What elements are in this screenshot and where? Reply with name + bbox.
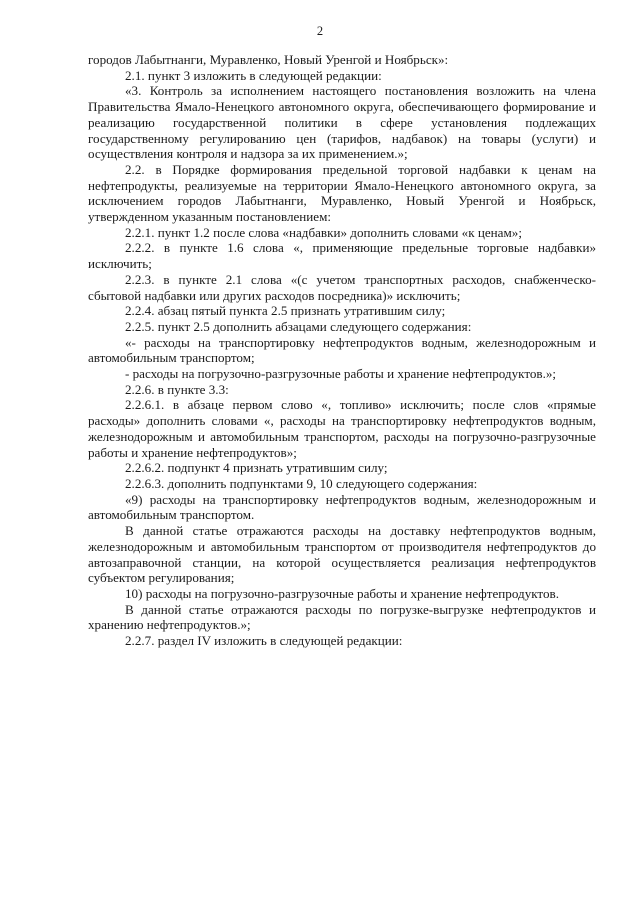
paragraph-cities-end: городов Лабытнанги, Муравленко, Новый Уренгой и Ноябрьск»: xyxy=(88,52,449,67)
paragraph-2-2-5: 2.2.5. пункт 2.5 дополнить абзацами следующего содержания: xyxy=(125,318,472,334)
page-number: 2 xyxy=(316,24,324,38)
paragraph-2-2-6-2: 2.2.6.2. подпункт 4 признать утратившим силу; xyxy=(125,460,388,476)
paragraph-2-2-1: 2.2.1. пункт 1.2 после слова «надбавки» дополнить словами «к ценам»; xyxy=(125,224,522,240)
paragraph-2-1: 2.1. пункт 3 изложить в следующей редакции: xyxy=(125,67,382,83)
paragraph-2-2-7: 2.2.7. раздел IV изложить в следующей редакции: xyxy=(125,633,403,649)
paragraph-2-2-4: 2.2.4. абзац пятый пункта 2.5 признать утратившим силу; xyxy=(125,303,446,319)
paragraph-quote-3: «3. Контроль за исполнением настоящего постановления возложить на члена Правительства Ямало-Ненецкого автономного округа, обеспечивающего формирование и реализацию государственной политики в сфере установления подлежащих государственному регулированию цен (тарифов, надбавок) на товары (услуги) и осуществления контроля и надзора за их применением.»; xyxy=(88,83,596,162)
paragraph-quote-9: «9) расходы на транспортировку нефтепродуктов водным, железнодорожным и автомобильным транспортом. xyxy=(88,491,596,523)
paragraph-2-2-3: 2.2.3. в пункте 2.1 слова «(с учетом транспортных расходов, снабженческо-сбытовой надбавки или других расходов посредника)» исключить; xyxy=(88,271,596,303)
paragraph-2-2-6: 2.2.6. в пункте 3.3: xyxy=(125,381,229,397)
paragraph-quote-9-desc: В данной статье отражаются расходы на доставку нефтепродуктов водным, железнодорожным и автомобильным транспортом от производителя нефтепродуктов до автозаправочной станции, на которой осуществляется реализация нефтепродуктов субъектом регулирования; xyxy=(88,523,596,586)
paragraph-2-2: 2.2. в Порядке формирования предельной торговой надбавки к ценам на нефтепродукты, реализуемые на территории Ямало-Ненецкого автономного округа, за исключением городов Лабытнанги, Муравленко, Новый Уренгой и Ноябрьск, утвержденном указанным постановлением: xyxy=(88,161,596,225)
paragraph-quote-water: «- расходы на транспортировку нефтепродуктов водным, железнодорожным и автомобильным транспортом; xyxy=(88,334,596,366)
paragraph-quote-loading: - расходы на погрузочно-разгрузочные работы и хранение нефтепродуктов.»; xyxy=(125,366,557,382)
paragraph-2-2-6-3: 2.2.6.3. дополнить подпунктами 9, 10 следующего содержания: xyxy=(125,475,478,491)
paragraph-quote-10: 10) расходы на погрузочно-разгрузочные работы и хранение нефтепродуктов. xyxy=(125,585,559,601)
paragraph-2-2-2: 2.2.2. в пункте 1.6 слова «, применяющие предельные торговые надбавки» исключить; xyxy=(88,240,596,272)
document-body xyxy=(88,52,596,649)
paragraph-2-2-6-1: 2.2.6.1. в абзаце первом слово «, топливо» исключить; после слов «прямые расходы» дополнить словами «, расходы на транспортировку нефтепродуктов водным, железнодорожным и автомобильным транспортом, расходы на погрузочно-разгрузочные работы и хранение нефтепродуктов»; xyxy=(88,397,596,460)
paragraph-quote-10-desc: В данной статье отражаются расходы по погрузке-выгрузке нефтепродуктов и хранению нефтепродуктов.»; xyxy=(88,601,596,633)
